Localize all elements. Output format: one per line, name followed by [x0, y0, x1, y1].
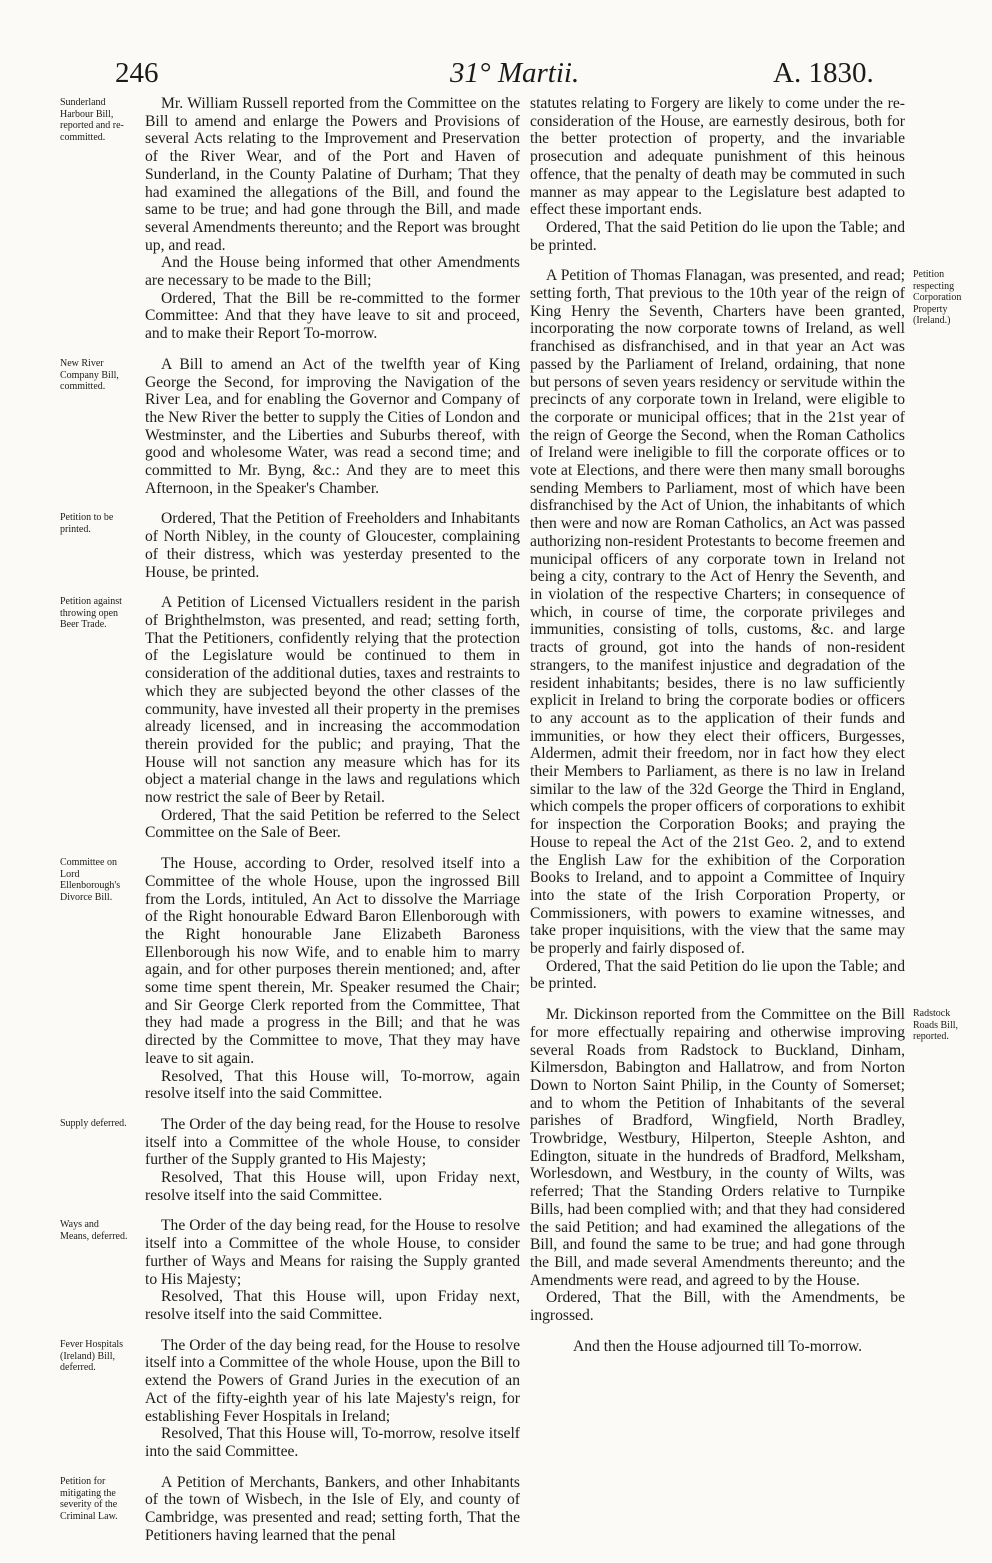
entry-waysmeans — [145, 1217, 520, 1323]
entry-paragraph: A Bill to amend an Act of the twelfth year of King George the Second, for improving the Navigation of the River Lea, and for enabling the Governor and Company of the New River the better to supply the Cities of London and Westminster, and the Liberties and Suburbs thereof, with good and wholesome Water, was read a second time; and committed to Mr. Byng, &c.: And they are to meet this Afternoon, in the Speaker's Chamber. — [145, 355, 520, 497]
entry-criminal-cont — [530, 95, 905, 254]
side-note-criminal: Petition for mitigating the severity of the Criminal Law. — [60, 1476, 118, 1522]
entry-paragraph: The House, according to Order, resolved itself into a Committee of the whole House, upon the ingrossed Bill from the Lords, intituled, An Act to dissolve the Marriage of the Right honourable Edward Baron Ellenborough with the Right honourable Jane Elizabeth Baroness Ellenborough his now Wife, and to enable him to marry again, and for other purposes therein mentioned; and, after some time spent therein, Mr. Speaker resumed the Chair; and Sir George Clerk reported from the Committee, That they had made a progress in the Bill; and that he was directed by the Committee to move, That they may have leave to sit again. — [145, 855, 520, 1067]
side-note-newriver: New River Company Bill, committed. — [60, 358, 119, 393]
adjournment-line: And then the House adjourned till To-morrow. — [572, 1337, 863, 1355]
side-note-sunderland: Sunderland Harbour Bill, reported and re-committed. — [60, 97, 124, 143]
entry-paragraph: A Petition of Merchants, Bankers, and other Inhabitants of the town of Wisbech, in the Isle of Ely, and county of Cambridge, was presented and read; setting forth, That the Petitioners having learned that the penal — [145, 1473, 520, 1544]
page-number: 246 — [115, 57, 159, 89]
left-column — [145, 95, 520, 1557]
side-note-flanagan: Petition respecting Corporation Property (Ireland.) — [913, 269, 962, 327]
entry-paragraph: Ordered, That the Bill be re-committed to the former Committee: And that they have leave to sit and proceed, and to make their Report To-morrow. — [145, 289, 520, 343]
entry-paragraph: Ordered, That the Petition of Freeholders and Inhabitants of North Nibley, in the county of Gloucester, complaining of their distress, which was yesterday presented to the House, be printed. — [145, 510, 520, 581]
entry-beer — [145, 594, 520, 842]
entry-paragraph: The Order of the day being read, for the House to resolve itself into a Committee of the whole House, to consider further of the Supply granted to His Majesty; — [145, 1115, 520, 1169]
entry-paragraph: Mr. William Russell reported from the Committee on the Bill to amend and enlarge the Powers and Provisions of several Acts relating to the Improvement and Preservation of the River Wear, and of the Port and Haven of Sunderland, in the County Palatine of Durham; That they had examined the allegations of the Bill, and found the same to be true; and had gone through the Bill, and made several Amendments thereunto; and the Report was brought up, and read. — [145, 95, 520, 254]
entry-paragraph: A Petition of Licensed Victuallers resident in the parish of Brighthelmston, was presented, and read; setting forth, That the Petitioners, confidently relying that the protection of the Legislature would be continued to them in consideration of the additional duties, taxes and restraints to which they are subjected beyond the other classes of the community, have invested all their property in the premises already licensed, and in increasing the accommodation therein provided for the public; and praying, That the House will not sanction any measure which has for its object a material change in the laws and regulations which now restrict the sale of Beer by Retail. — [145, 594, 520, 807]
entry-fever — [145, 1337, 520, 1461]
side-note-beer: Petition against throwing open Beer Trade. — [60, 596, 122, 631]
entry-paragraph: Resolved, That this House will, upon Friday next, resolve itself into the said Committee. — [145, 1288, 520, 1323]
entry-paragraph: Ordered, That the said Petition do lie upon the Table; and be printed. — [530, 957, 905, 993]
entry-paragraph: Mr. Dickinson reported from the Committee on the Bill for more effectually repairing and otherwise improving several Roads from Radstock to Buckland, Dinham, Kilmersdon, Babington and Hallatrow, and from Norton Down to Norton Saint Philip, in the County of Somerset; and to whom the Petition of Inhabitants of the several parishes of Bradford, Wingfield, North Bradley, Trowbridge, Westbury, Hilperton, Steeple Ashton, and Edington, situate in the hundreds of Bradford, Melksham, Worlesdown, and Westbury, in the county of Wilts, was referred; That the Standing Orders relative to Turnpike Bills, had been complied with; and that they had considered the said Petition; and had examined the allegations of the Bill, and found the same to be true; and had gone through the Bill, and made several Amendments thereunto; and the Amendments were read, and agreed to by the House. — [530, 1006, 905, 1289]
entry-petition-printed — [145, 510, 520, 581]
side-note-supply: Supply deferred. — [60, 1118, 127, 1129]
side-note-fever: Fever Hospitals (Ireland) Bill, deferred. — [60, 1339, 124, 1374]
entry-paragraph: statutes relating to Forgery are likely to come under the re-consideration of the House, are earnestly desirous, both for the better protection of property, and the invariable prosecution and adequate punishment of this heinous offence, that the penalty of death may be commuted in such manner as may appear to the Legislature best adapted to effect these important ends. — [530, 95, 905, 219]
side-note-ellenborough: Committee on Lord Ellenborough's Divorce Bill. — [60, 857, 121, 903]
page-date: 31° Martii. — [450, 57, 580, 89]
entry-sunderland — [145, 95, 520, 343]
entry-supply — [145, 1116, 520, 1205]
entry-paragraph: Resolved, That this House will, upon Friday next, resolve itself into the said Committee. — [145, 1169, 520, 1204]
entry-paragraph: Ordered, That the said Petition be referred to the Select Committee on the Sale of Beer. — [145, 806, 520, 842]
side-note-waysmeans: Ways and Means, deferred. — [60, 1219, 128, 1242]
entry-radstock — [530, 1006, 905, 1325]
entry-paragraph: The Order of the day being read, for the House to resolve itself into a Committee of the whole House, to consider further of Ways and Means for raising the Supply granted to His Majesty; — [145, 1217, 520, 1288]
side-note-petition-printed: Petition to be printed. — [60, 512, 114, 535]
page-year: A. 1830. — [773, 57, 874, 89]
entry-flanagan — [530, 267, 905, 993]
right-column — [530, 95, 905, 1356]
entry-paragraph: Resolved, That this House will, To-morrow, again resolve itself into the said Committee. — [145, 1067, 520, 1103]
entry-paragraph: Resolved, That this House will, To-morrow, resolve itself into the said Committee. — [145, 1425, 520, 1460]
entry-paragraph: The Order of the day being read, for the House to resolve itself into a Committee of the whole House, upon the Bill to extend the Powers of Grand Juries in the execution of an Act of the fifty-eighth year of his late Majesty's reign, for establishing Fever Hospitals in Ireland; — [145, 1336, 520, 1425]
entry-paragraph: And the House being informed that other Amendments are necessary to be made to the Bill; — [145, 254, 520, 290]
entry-newriver — [145, 356, 520, 498]
entry-ellenborough — [145, 855, 520, 1103]
entry-paragraph: A Petition of Thomas Flanagan, was presented, and read; setting forth, That previous to the 10th year of the reign of King Henry the Seventh, Charters have been granted, incorporating the now corporate towns of Ireland, as well franchised as disfranchised, and in that year an Act was passed by the Parliament of Ireland, ordaining, that none but persons of seven years residency or servitude within the precincts of any corporate town in Ireland, were eligible to the corporate or municipal offices; that in the 21st year of the reign of George the Second, when the Roman Catholics of Ireland were ineligible to fill the corporate offices or to vote at Elections, and there were then many small boroughs sending Members to Parliament, most of which have been disfranchised by the Act of Union, the inhabitants of which then were and now are Roman Catholics, an Act was passed authorizing non-resident Protestants to become freemen and municipal officers of any corporate town in Ireland not being a city, contrary to the Act of Henry the Seventh, and in violation of the respective Charters; in consequence of which, in course of time, the corporate privileges and immunities, consisting of tolls, customs, &c. and large tracts of ground, got into the hands of non-resident strangers, to the manifest injustice and degradation of the resident inhabitants; besides, there is no law sufficiently explicit in Ireland to bring the corporate bodies or officers to any account as to the application of their funds and immunities, or how they elect their officers, Burgesses, Aldermen, admit their freedom, nor in fact how they elect their Members to Parliament, as there is no law in Ireland similar to the law of the 32d George the Third in England, which compels the proper officers of corporations to exhibit for inspection the Corporation Books; and praying the House to repeal the Act of the 21st Geo. 2, and to extend the English Law for the exhibition of the Corporation Books to Ireland, and to appoint a Committee of Inquiry into the state of the Irish Corporation Property, or Commissioners, with powers to examine witnesses, and take proper inquisitions, with the view that the same may be properly and fairly disposed of. — [530, 267, 905, 958]
entry-paragraph: Ordered, That the Bill, with the Amendments, be ingrossed. — [530, 1289, 905, 1325]
side-note-radstock: Radstock Roads Bill, reported. — [913, 1008, 959, 1043]
entry-paragraph: Ordered, That the said Petition do lie upon the Table; and be printed. — [530, 218, 905, 254]
entry-criminal — [145, 1474, 520, 1545]
